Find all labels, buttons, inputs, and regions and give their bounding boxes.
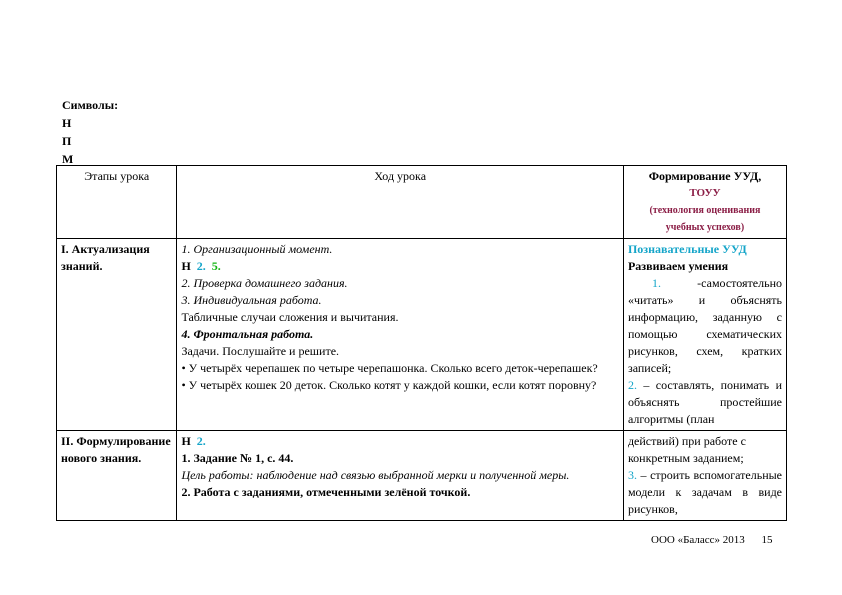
header-uud-touu: ТОУУ bbox=[689, 187, 721, 199]
task-number: 2. bbox=[196, 434, 206, 448]
uud-continuation: действий) при работе с конкретным заданием; bbox=[627, 434, 746, 465]
table-row bbox=[57, 431, 787, 521]
uud-item bbox=[628, 467, 782, 518]
header-uud-line1: Формирование УУД, bbox=[648, 169, 762, 183]
uud-subtitle: Развиваем умения bbox=[627, 259, 729, 273]
symbol-item: Н bbox=[62, 116, 72, 130]
symbols-legend bbox=[62, 96, 118, 168]
uud-item-text: – составлять, понимать и объяснять простейшие алгоритмы (план bbox=[627, 378, 782, 426]
flow-line: • У четырёх кошек 20 деток. Сколько котят у каждой кошки, если котят поровну? bbox=[181, 378, 597, 392]
stage-cell bbox=[57, 239, 177, 431]
lesson-table bbox=[56, 165, 787, 521]
symbol-item: П bbox=[62, 134, 72, 148]
flow-line: Задачи. Послушайте и решите. bbox=[181, 344, 340, 358]
header-lesson-flow-label: Ход урока bbox=[374, 169, 427, 183]
uud-item-text: – строить вспомогательные модели к задачам в виде рисунков, bbox=[627, 468, 782, 516]
flow-line: 1. Задание № 1, с. 44. bbox=[181, 451, 294, 465]
flow-line: • У четырёх черепашек по четыре черепашонка. Сколько всего деток-черепашек? bbox=[181, 361, 598, 375]
flow-line bbox=[181, 258, 619, 275]
symbol-n: Н bbox=[181, 434, 191, 448]
uud-cell bbox=[623, 239, 786, 431]
header-uud-tech1: (технология оценивания bbox=[649, 205, 761, 216]
uud-item bbox=[628, 377, 782, 428]
symbol-n: Н bbox=[181, 259, 191, 273]
uud-item-text: -самостоятельно «читать» и объяснять информацию, заданную с помощью схематических рисунков, схем, кратких записей; bbox=[627, 276, 782, 375]
header-stages bbox=[57, 166, 177, 239]
table-header-row bbox=[57, 166, 787, 239]
flow-line bbox=[181, 433, 619, 450]
header-uud-tech2: учебных успехов) bbox=[665, 222, 745, 233]
flow-line: Табличные случаи сложения и вычитания. bbox=[181, 310, 399, 324]
uud-cell bbox=[623, 431, 786, 521]
header-lesson-flow bbox=[177, 166, 624, 239]
flow-line: 4. Фронтальная работа. bbox=[181, 327, 314, 341]
page-number: 15 bbox=[761, 534, 773, 546]
task-number: 2. bbox=[196, 259, 206, 273]
uud-title: Познавательные УУД bbox=[627, 242, 747, 256]
footer-publisher: ООО «Баласс» 2013 bbox=[651, 534, 745, 546]
stage-cell bbox=[57, 431, 177, 521]
stage-label: I. Актуализация знаний. bbox=[61, 242, 150, 273]
header-stages-label: Этапы урока bbox=[84, 169, 150, 183]
uud-item-number: 3. bbox=[627, 468, 637, 482]
uud-item-number: 2. bbox=[627, 378, 637, 392]
symbol-item: М bbox=[62, 152, 74, 166]
uud-item-number: 1. bbox=[651, 276, 661, 290]
flow-line: Цель работы: наблюдение над связью выбранной мерки и полученной меры. bbox=[181, 468, 570, 482]
flow-line: 3. Индивидуальная работа. bbox=[181, 293, 322, 307]
table-row bbox=[57, 239, 787, 431]
flow-line: 2. Проверка домашнего задания. bbox=[181, 276, 348, 290]
lesson-flow-cell bbox=[177, 239, 624, 431]
lesson-flow-cell bbox=[177, 431, 624, 521]
header-uud bbox=[623, 166, 786, 239]
flow-line: 1. Организационный момент. bbox=[181, 242, 333, 256]
symbols-title: Символы: bbox=[62, 98, 119, 112]
flow-line: 2. Работа с заданиями, отмеченными зелёной точкой. bbox=[181, 485, 471, 499]
stage-label: II. Формулирование нового знания. bbox=[61, 434, 171, 465]
uud-item bbox=[628, 275, 782, 377]
task-number: 5. bbox=[211, 259, 221, 273]
page-footer bbox=[651, 534, 773, 546]
